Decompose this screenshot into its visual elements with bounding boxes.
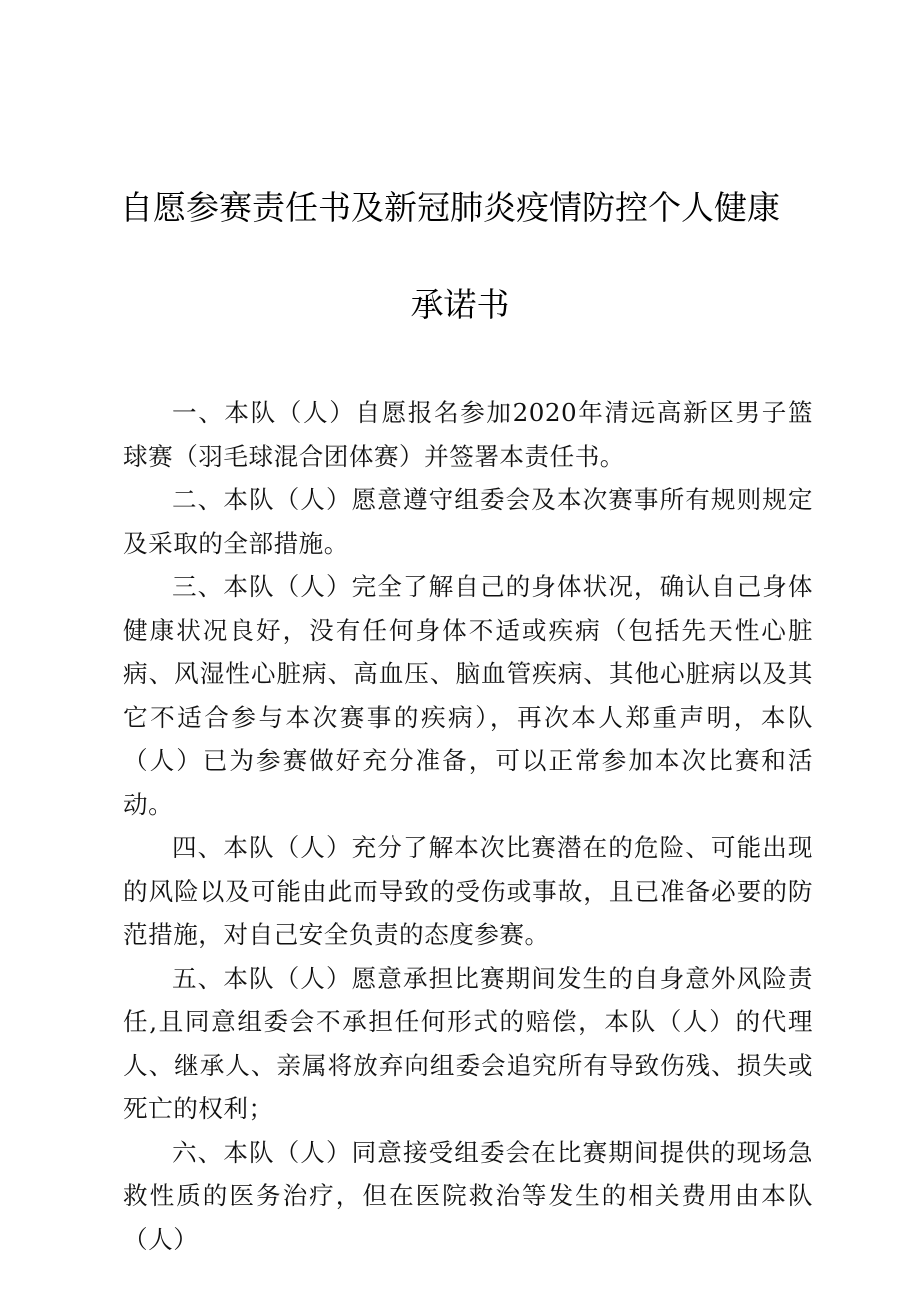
paragraph-5: 五、本队（人）愿意承担比赛期间发生的自身意外风险责任,且同意组委会不承担任何形式的赔偿，本队（人）的代理人、继承人、亲属将放弃向组委会追究所有导致伤残、损失或死亡的权利；	[123, 963, 813, 1123]
paragraph-1: 一、本队（人）自愿报名参加2020年清远高新区男子篮球赛（羽毛球混合团体赛）并签署本责任书。	[123, 398, 813, 471]
paragraph-6: 六、本队（人）同意接受组委会在比赛期间提供的现场急救性质的医务治疗，但在医院救治等发生的相关费用由本队（人）	[123, 1137, 813, 1254]
document-title-line-2: 承诺书	[410, 285, 510, 324]
document-body	[123, 391, 813, 1261]
document-title-line-1: 自愿参赛责任书及新冠肺炎疫情防控个人健康	[120, 188, 780, 227]
paragraph-4: 四、本队（人）充分了解本次比赛潜在的危险、可能出现的风险以及可能由此而导致的受伤或事故，且已准备必要的防范措施，对自己安全负责的态度参赛。	[123, 833, 813, 949]
paragraph-2: 二、本队（人）愿意遵守组委会及本次赛事所有规则规定及采取的全部措施。	[123, 485, 813, 558]
paragraph-3: 三、本队（人）完全了解自己的身体状况，确认自己身体健康状况良好，没有任何身体不适或疾病（包括先天性心脏病、风湿性心脏病、高血压、脑血管疾病、其他心脏病以及其它不适合参与本次赛事的疾病），再次本人郑重声明，本队（人）已为参赛做好充分准备，可以正常参加本次比赛和活动。	[123, 572, 813, 819]
